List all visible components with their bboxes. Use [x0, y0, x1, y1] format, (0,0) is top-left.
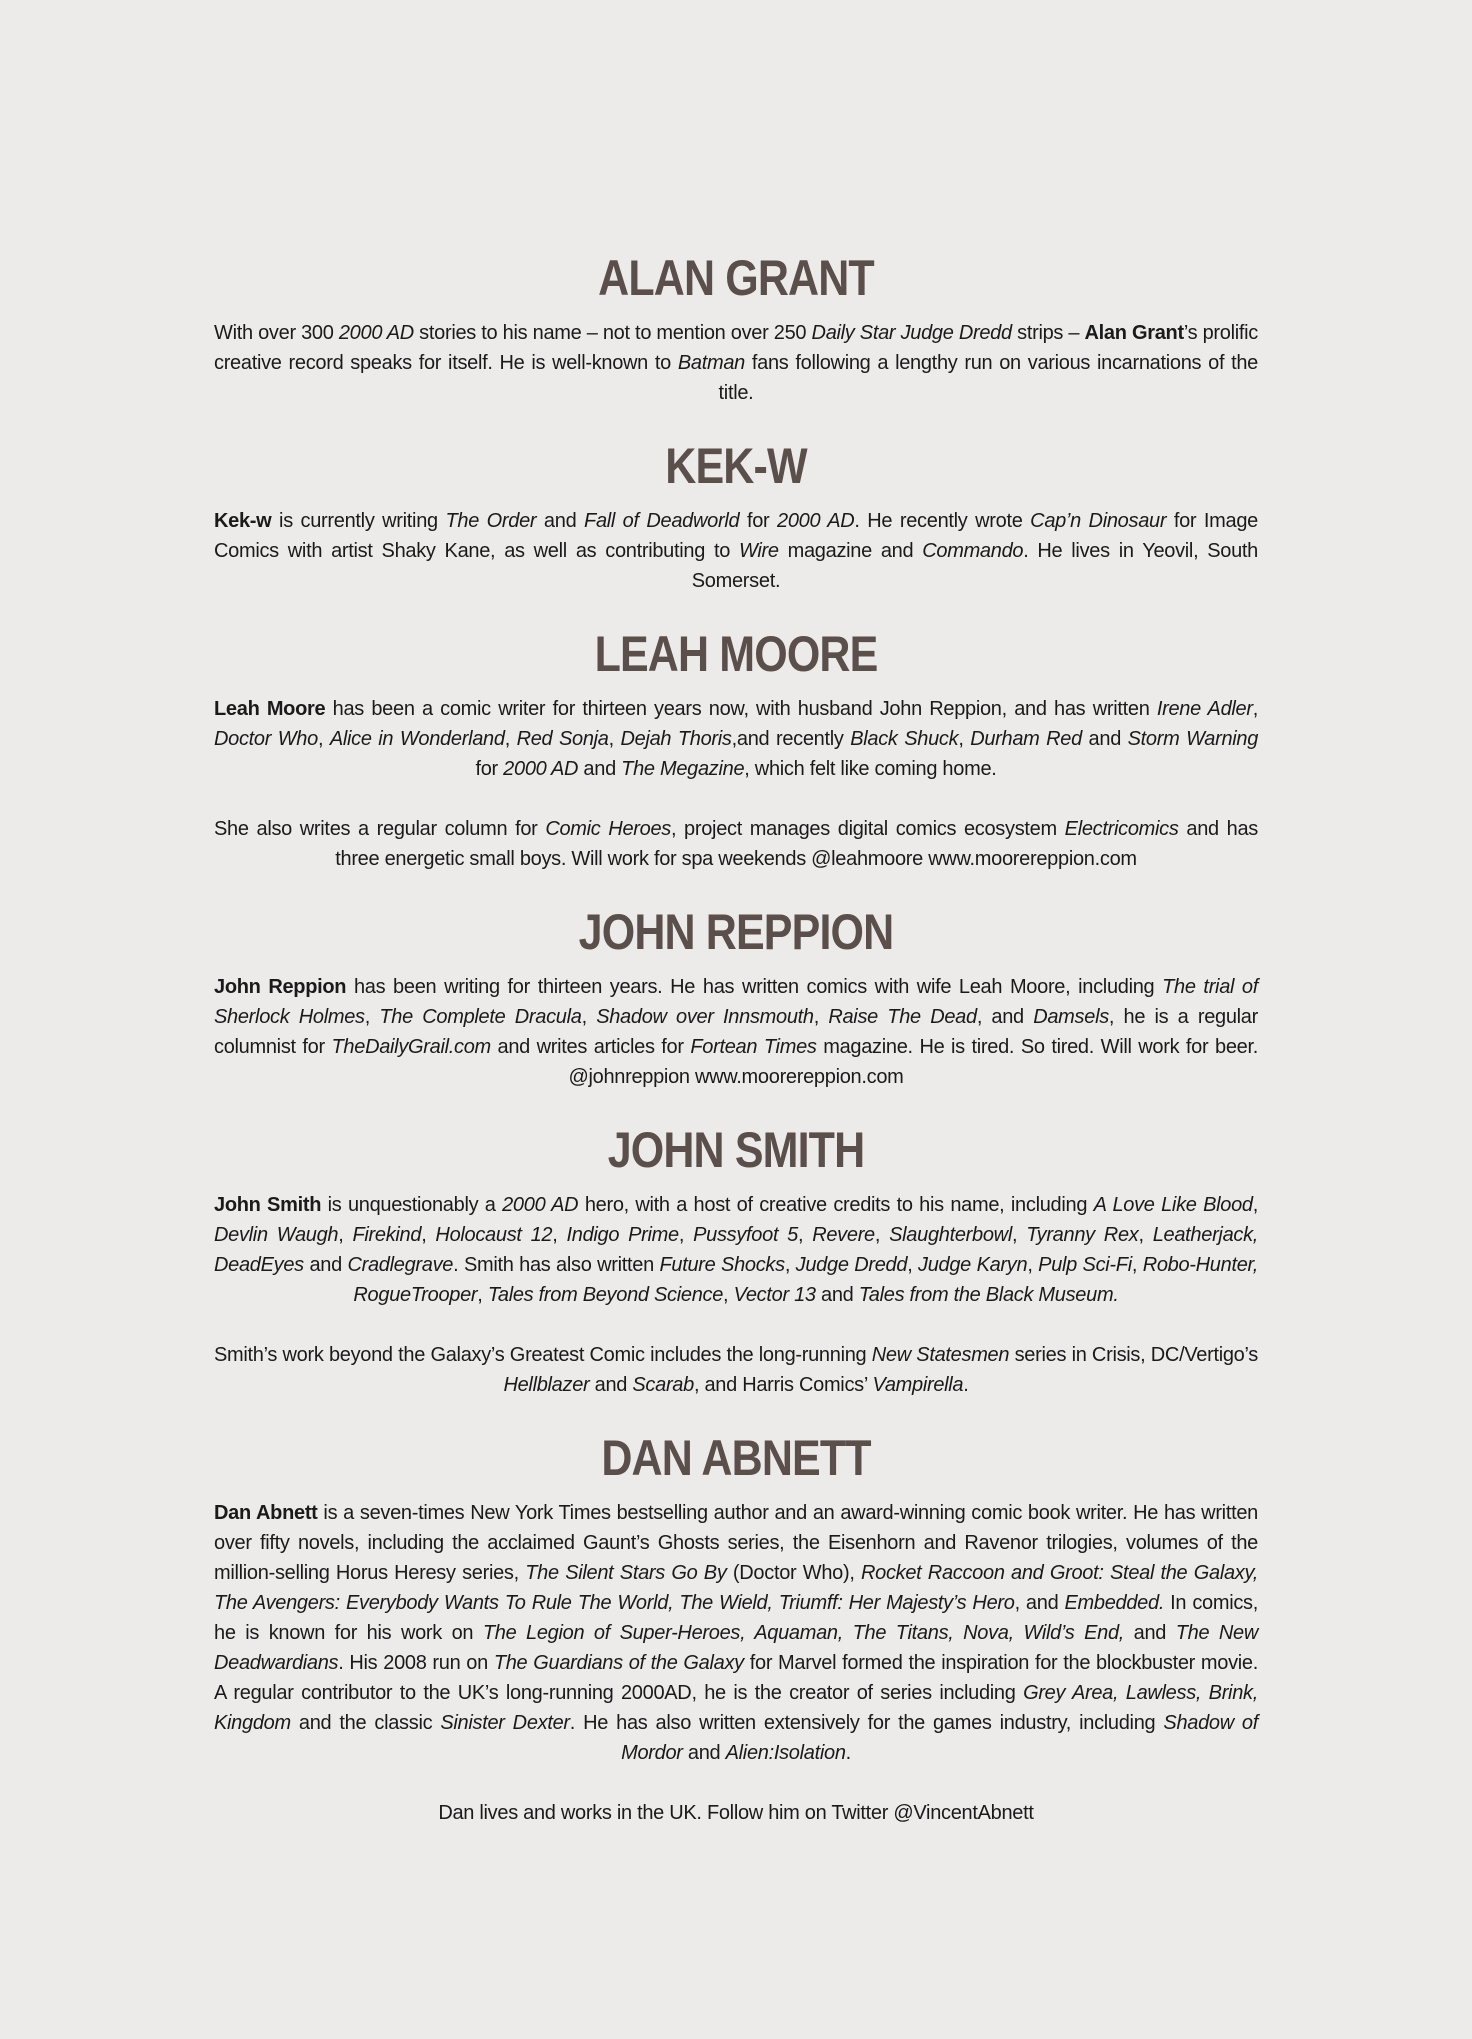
italic-title: Judge Dredd [795, 1254, 908, 1276]
text-run: , project manages digital comics ecosystem [670, 818, 1065, 840]
italic-title: Tales from the Black Museum. [858, 1284, 1119, 1306]
bio-john-smith [214, 1122, 1258, 1400]
italic-title: Raise The Dead [828, 1006, 977, 1028]
bold-text: Alan Grant [1084, 322, 1184, 344]
text-run: and [303, 1254, 348, 1276]
text-run: , [504, 728, 517, 750]
text-run: has been a comic writer for thirteen years now, with husband John Reppion, and has written [325, 698, 1157, 720]
text-run: and [682, 1742, 726, 1764]
bio-paragraph [214, 814, 1258, 874]
italic-title: Slaughterbowl [889, 1224, 1012, 1246]
bio-john-reppion [214, 904, 1258, 1092]
bold-text: Dan Abnett [214, 1502, 318, 1524]
bio-paragraph [214, 694, 1258, 784]
italic-title: The Guardians of the Galaxy [493, 1652, 744, 1674]
italic-title: Daily Star Judge Dredd [811, 322, 1012, 344]
bold-text: John Smith [214, 1194, 322, 1216]
text-run: , [477, 1284, 488, 1306]
italic-title: New Statesmen [871, 1344, 1010, 1366]
italic-title: Alice in Wonderland [329, 728, 505, 750]
italic-title: The New Deadwardians [214, 1622, 1258, 1674]
italic-title: The Order [445, 510, 537, 532]
italic-title: The trial of Sherlock Holmes [214, 976, 1258, 1028]
text-run: With over 300 [214, 322, 339, 344]
text-run: . His 2008 run on [338, 1652, 494, 1674]
text-run: Dan lives and works in the UK. Follow him on Twitter @VincentAbnett [438, 1802, 1034, 1824]
italic-title: A Love Like Blood [1093, 1194, 1253, 1216]
italic-title: TheDailyGrail.com [331, 1036, 491, 1058]
italic-title: 2000 AD [777, 510, 855, 532]
text-run: has been writing for thirteen years. He has written comics with wife Leah Moore, including [346, 976, 1163, 998]
italic-title: Alien:Isolation [725, 1742, 846, 1764]
text-run: , [784, 1254, 796, 1276]
italic-title: Commando [922, 540, 1024, 562]
text-run: , [317, 728, 330, 750]
text-run: , [552, 1224, 567, 1246]
italic-title: Revere [812, 1224, 875, 1246]
text-run: , [1131, 1254, 1143, 1276]
italic-title: Dejah Thoris [620, 728, 732, 750]
italic-title: Sinister Dexter [440, 1712, 570, 1734]
bio-name: JOHN REPPION [578, 904, 894, 960]
bio-leah-moore [214, 626, 1258, 874]
text-run: and [589, 1374, 633, 1396]
italic-title: Leatherjack, DeadEyes [214, 1224, 1259, 1276]
text-run: , and [1014, 1592, 1065, 1614]
text-run: , he is a regular columnist for [214, 1006, 1258, 1058]
italic-title: Fortean Times [690, 1036, 817, 1058]
bio-kek-w [214, 438, 1258, 596]
italic-title: Electricomics [1064, 818, 1179, 840]
text-run: , [907, 1254, 919, 1276]
italic-title: Devlin Waugh [214, 1224, 339, 1246]
italic-title: Pulp Sci-Fi [1038, 1254, 1132, 1276]
text-run: , [1011, 1224, 1027, 1246]
text-run: , [1252, 1194, 1258, 1216]
text-run: . [963, 1374, 969, 1396]
italic-title: Indigo Prime [566, 1224, 679, 1246]
text-run: magazine and [778, 540, 923, 562]
italic-title: Batman [677, 352, 745, 374]
text-run: , [338, 1224, 353, 1246]
italic-title: Damsels [1033, 1006, 1109, 1028]
bio-name: JOHN SMITH [607, 1122, 865, 1178]
text-run: , [608, 728, 621, 750]
text-run: In comics, he is known for his work on [214, 1592, 1259, 1644]
text-run: and has three energetic small boys. Will work for spa weekends @leahmoore www.moorereppion.com [335, 818, 1258, 870]
italic-title: Irene Adler [1156, 698, 1253, 720]
text-run: Smith’s work beyond the Galaxy’s Greatest Comic includes the long-running [214, 1344, 872, 1366]
text-run: , [1027, 1254, 1039, 1276]
text-run: is a seven-times New York Times bestselling author and an award-winning comic book writer. He has written over fifty novels, including the acclaimed Gaunt’s Ghosts series, the Eisenhorn and Ravenor trilogies, volumes of the million-selling Horus Heresy series, [214, 1502, 1258, 1584]
text-run: , [813, 1006, 829, 1028]
italic-title: The Silent Stars Go By [525, 1562, 727, 1584]
italic-title: Vector 13 [733, 1284, 816, 1306]
italic-title: Tyranny Rex [1026, 1224, 1139, 1246]
bio-paragraph [214, 1798, 1258, 1828]
bio-paragraph [214, 318, 1258, 408]
italic-title: Grey Area, Lawless, Brink, Kingdom [214, 1682, 1258, 1734]
italic-title: Shadow over Innsmouth [596, 1006, 814, 1028]
italic-title: The Complete Dracula [379, 1006, 582, 1028]
text-run: , [797, 1224, 813, 1246]
text-run: series in Crisis, DC/Vertigo’s [1009, 1344, 1258, 1366]
bio-name: ALAN GRANT [598, 250, 874, 306]
text-run: magazine. He is tired. So tired. Will work for beer. @johnreppion www.moorereppion.com [568, 1036, 1258, 1088]
text-run: fans following a lengthy run on various incarnations of the title. [718, 352, 1258, 404]
italic-title: The Megazine [621, 758, 745, 780]
italic-title: 2000 AD [502, 1194, 579, 1216]
italic-title: Hellblazer [503, 1374, 590, 1396]
italic-title: Red Sonja [516, 728, 609, 750]
text-run: She also writes a regular column for [214, 818, 546, 840]
text-run: , [874, 1224, 890, 1246]
italic-title: Tales from Beyond Science [487, 1284, 724, 1306]
bio-paragraph [214, 506, 1258, 596]
bio-paragraph [214, 972, 1258, 1092]
bio-alan-grant [214, 250, 1258, 408]
text-run: for [475, 758, 504, 780]
italic-title: The Legion of Super-Heroes, Aquaman, The Titans, Nova, Wild’s End, [482, 1622, 1125, 1644]
italic-title: Fall of Deadworld [584, 510, 740, 532]
text-run: . He has also written extensively for the games industry, including [569, 1712, 1164, 1734]
text-run: and [1081, 728, 1128, 750]
italic-title: Robo-Hunter, RogueTrooper [353, 1254, 1259, 1306]
text-run: and [815, 1284, 859, 1306]
text-run: and [1124, 1622, 1176, 1644]
text-run: and [578, 758, 622, 780]
text-run: ’s prolific creative record speaks for itself. He is well-known to [214, 322, 1258, 374]
text-run: , [421, 1224, 436, 1246]
italic-title: Doctor Who [214, 728, 318, 750]
italic-title: Durham Red [970, 728, 1082, 750]
text-run: , [1138, 1224, 1153, 1246]
italic-title: Comic Heroes [545, 818, 671, 840]
text-run: . He recently wrote [854, 510, 1031, 532]
text-run: for Marvel formed the inspiration for the blockbuster movie. A regular contributor to the UK’s long-running 2000AD, he is the creator of series including [214, 1652, 1258, 1704]
italic-title: Rocket Raccoon and Groot: Steal the Galaxy, The Avengers: Everybody Wants To Rule The World, The Wield, Triumff: Her Majesty’s Hero [214, 1562, 1258, 1614]
text-run: . He lives in Yeovil, South Somerset. [691, 540, 1259, 592]
text-run: is unquestionably a [321, 1194, 503, 1216]
italic-title: Black Shuck [850, 728, 959, 750]
text-run: stories to his name – not to mention over 250 [413, 322, 812, 344]
text-run: and writes articles for [490, 1036, 691, 1058]
text-run: , which felt like coming home. [744, 758, 997, 780]
bio-paragraph [214, 1340, 1258, 1400]
text-run: , [723, 1284, 734, 1306]
bio-name: LEAH MOORE [594, 626, 878, 682]
text-run: for Image Comics with artist Shaky Kane, as well as contributing to [214, 510, 1258, 562]
text-run: and the classic [290, 1712, 441, 1734]
italic-title: Pussyfoot 5 [693, 1224, 798, 1246]
bios-container [214, 250, 1258, 1858]
text-run: . [845, 1742, 851, 1764]
italic-title: Storm Warning [1127, 728, 1259, 750]
text-run: , [1252, 698, 1258, 720]
bio-name: KEK-W [665, 438, 807, 494]
bio-dan-abnett [214, 1430, 1258, 1828]
bold-text: John Reppion [214, 976, 347, 998]
italic-title: Scarab [632, 1374, 694, 1396]
text-run: and [536, 510, 585, 532]
italic-title: 2000 AD [338, 322, 414, 344]
text-run: . Smith has also written [453, 1254, 660, 1276]
text-run: (Doctor Who), [726, 1562, 861, 1584]
text-run: hero, with a host of creative credits to his name, including [578, 1194, 1094, 1216]
text-run: , [364, 1006, 380, 1028]
text-run: , [581, 1006, 597, 1028]
bold-text: Kek-w [214, 510, 272, 532]
bold-text: Leah Moore [214, 698, 326, 720]
italic-title: Embedded. [1064, 1592, 1165, 1614]
bio-paragraph [214, 1190, 1258, 1310]
italic-title: Vampirella [872, 1374, 964, 1396]
bio-paragraph [214, 1498, 1258, 1768]
italic-title: Shadow of Mordor [621, 1712, 1259, 1764]
italic-title: Future Shocks [659, 1254, 785, 1276]
text-run: , and Harris Comics’ [693, 1374, 873, 1396]
text-run: ,and recently [731, 728, 851, 750]
text-run: , [678, 1224, 694, 1246]
text-run: for [739, 510, 778, 532]
italic-title: Cradlegrave [347, 1254, 454, 1276]
text-run: , [958, 728, 971, 750]
italic-title: 2000 AD [503, 758, 579, 780]
text-run: is currently writing [271, 510, 446, 532]
italic-title: Firekind [352, 1224, 422, 1246]
italic-title: Judge Karyn [918, 1254, 1028, 1276]
bio-name: DAN ABNETT [601, 1430, 871, 1486]
text-run: , and [976, 1006, 1034, 1028]
text-run: strips – [1011, 322, 1085, 344]
italic-title: Wire [738, 540, 779, 562]
italic-title: Cap’n Dinosaur [1030, 510, 1167, 532]
italic-title: Holocaust 12 [435, 1224, 553, 1246]
